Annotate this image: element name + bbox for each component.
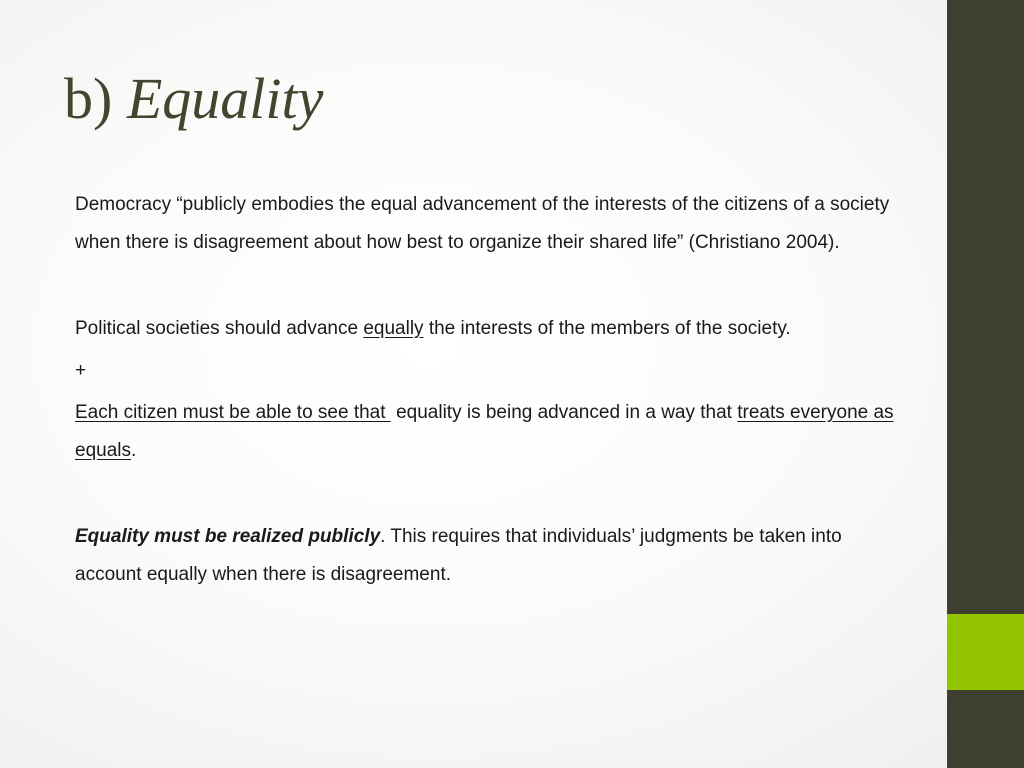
plus-sign: +: [75, 360, 87, 381]
slide-body: [75, 186, 905, 594]
p3-text-end: .: [131, 440, 137, 461]
sidebar-accent-block: [947, 614, 1024, 690]
p4-text-rest: . This requires that individuals’ judgments be taken into account equally when there is disagreement.: [75, 526, 842, 585]
paragraph-each-citizen: [75, 394, 905, 470]
p3-underlined-each-citizen: Each citizen must be able to see that: [75, 402, 391, 423]
paragraph-political-societies: [75, 310, 905, 348]
slide-title: [64, 60, 323, 138]
p2-underlined-equally: equally: [363, 318, 424, 339]
paragraph-realized-publicly: [75, 518, 905, 594]
p3-text-middle: equality is being advanced in a way that: [390, 402, 738, 423]
title-emphasis: Equality: [126, 66, 324, 131]
paragraph-democracy-quote: Democracy “publicly embodies the equal advancement of the interests of the citizens of a society when there is disagreement about how best to organize their shared life” (Christiano 2004).: [75, 194, 890, 253]
title-prefix: b): [64, 66, 113, 131]
p2-text-after: the interests of the members of the society.: [423, 318, 791, 339]
p3-underlined-treats-equals: treats everyone as equals: [75, 402, 894, 461]
p4-bold-italic: Equality must be realized publicly: [75, 526, 381, 547]
p2-text-before: Political societies should advance: [75, 318, 364, 339]
sidebar-decoration: [947, 0, 1024, 768]
